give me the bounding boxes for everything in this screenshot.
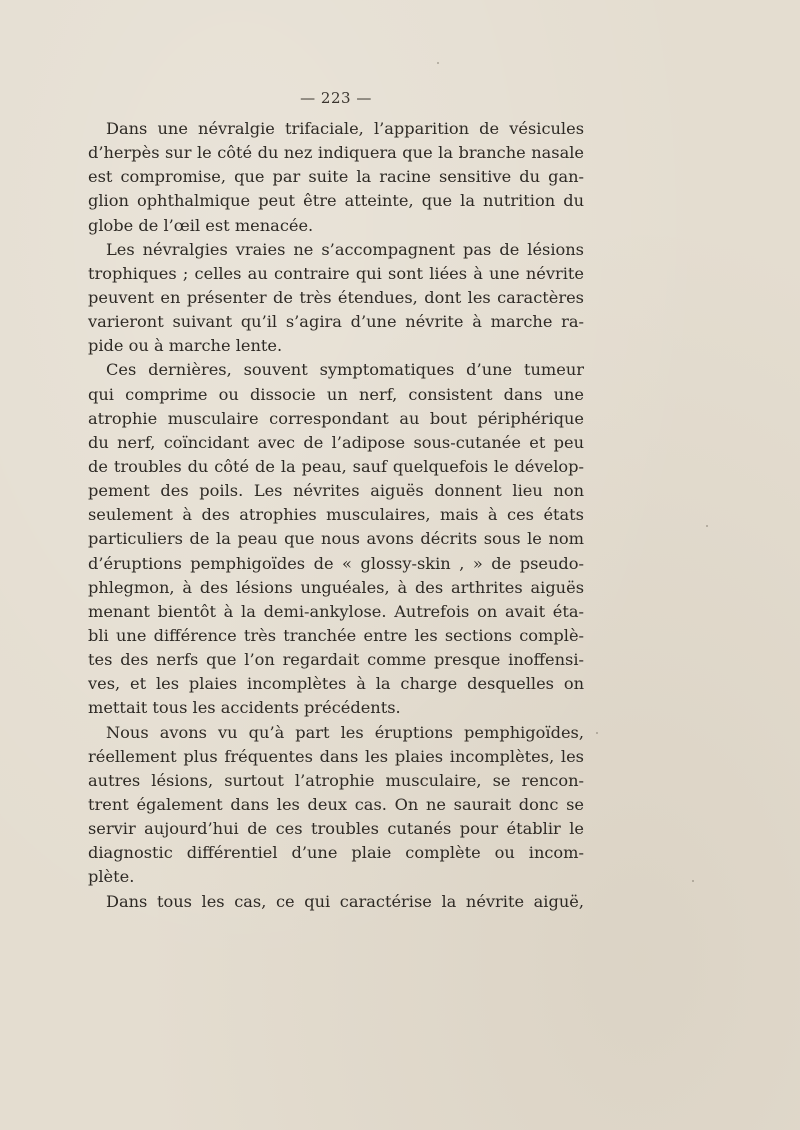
text-line: particuliers de la peau que nous avons décrits sous le nom <box>88 529 584 549</box>
text-line: peuvent en présenter de très étendues, dont les caractères <box>88 287 584 307</box>
paragraph-1 <box>88 117 584 238</box>
text-line: atrophie musculaire correspondant au bout périphérique <box>88 408 584 428</box>
text-line: d’éruptions pemphigoïdes de « glossy-skin , » de pseudo- <box>88 553 584 573</box>
text-line: Nous avons vu qu’à part les éruptions pemphigoïdes, <box>106 722 584 742</box>
paragraph-4 <box>88 721 584 890</box>
text-line: Ces dernières, souvent symptomatiques d’une tumeur <box>106 360 584 380</box>
text-line: est compromise, que par suite la racine sensitive du gan- <box>88 167 584 187</box>
text-line: mettait tous les accidents précédents. <box>88 698 401 718</box>
text-line: diagnostic différentiel d’une plaie complète ou incom- <box>88 843 584 863</box>
paper-speck <box>437 62 439 64</box>
text-line: pide ou à marche lente. <box>88 336 283 356</box>
body-text <box>88 117 584 914</box>
text-line: plète. <box>88 867 135 887</box>
text-line: d’herpès sur le côté du nez indiquera que la branche nasale <box>88 143 584 163</box>
text-line: pement des poils. Les névrites aiguës donnent lieu non <box>88 481 584 501</box>
text-line: globe de l’œil est menacée. <box>88 215 314 235</box>
text-line: Dans tous les cas, ce qui caractérise la névrite aiguë, <box>106 891 584 911</box>
text-line: phlegmon, à des lésions unguéales, à des arthrites aiguës <box>88 577 584 597</box>
text-line: Les névralgies vraies ne s’accompagnent pas de lésions <box>106 239 584 259</box>
text-line: trent également dans les deux cas. On ne saurait donc se <box>88 794 584 814</box>
text-line: trophiques ; celles au contraire qui sont liées à une névrite <box>88 263 584 283</box>
paper-speck <box>596 732 598 734</box>
text-line: du nerf, coïncidant avec de l’adipose sous-cutanée et peu <box>88 432 584 452</box>
text-line: ves, et les plaies incomplètes à la charge desquelles on <box>88 674 584 694</box>
text-line: varieront suivant qu’il s’agira d’une névrite à marche ra- <box>88 312 584 332</box>
paragraph-3 <box>88 358 584 720</box>
text-line: autres lésions, surtout l’atrophie musculaire, se rencon- <box>88 770 584 790</box>
text-line: glion ophthalmique peut être atteinte, que la nutrition du <box>88 191 584 211</box>
text-line: qui comprime ou dissocie un nerf, consistent dans une <box>88 384 584 404</box>
paragraph-5 <box>88 890 584 914</box>
paper-speck <box>706 525 708 527</box>
text-line: réellement plus fréquentes dans les plaies incomplètes, les <box>88 746 584 766</box>
text-line: de troubles du côté de la peau, sauf quelquefois le dévelop- <box>88 456 584 476</box>
paper-speck <box>692 880 694 882</box>
page-number: — 223 — <box>300 89 372 107</box>
text-line: seulement à des atrophies musculaires, mais à ces états <box>88 505 584 525</box>
text-line: menant bientôt à la demi-ankylose. Autrefois on avait éta- <box>88 601 584 621</box>
text-line: Dans une névralgie trifaciale, l’apparition de vésicules <box>106 119 584 138</box>
text-line: bli une différence très tranchée entre les sections complè- <box>88 625 584 645</box>
paragraph-2 <box>88 238 584 359</box>
text-line: tes des nerfs que l’on regardait comme presque inoffensi- <box>88 650 584 670</box>
text-line: servir aujourd’hui de ces troubles cutanés pour établir le <box>88 819 584 839</box>
